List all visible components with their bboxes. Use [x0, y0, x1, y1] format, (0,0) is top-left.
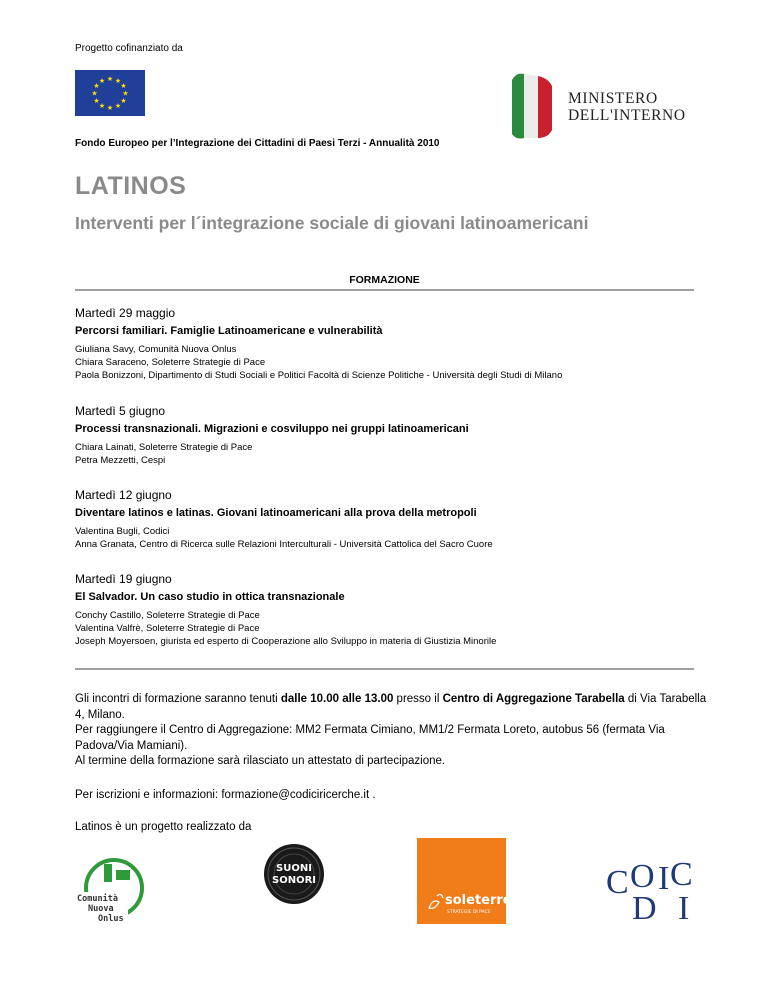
comunita-line1: Comunità: [77, 894, 118, 904]
divider-bottom: [75, 668, 694, 670]
event-date: Martedì 19 giugno: [75, 572, 172, 586]
comunita-nuova-logo: [74, 858, 154, 926]
svg-text:★: ★: [106, 75, 114, 83]
soleterre-emblem-icon: [429, 894, 443, 908]
event-title: Diventare latinos e latinas. Giovani latinoamericani alla prova della metropoli: [75, 507, 477, 519]
suoni-sonori-logo: [263, 843, 325, 905]
event-speaker: Joseph Moyersoen, giurista ed esperto di Cooperazione allo Sviluppo in materia di Giustizia Minorile: [75, 636, 497, 647]
svg-text:★: ★: [106, 104, 114, 112]
page-subtitle: Interventi per l´integrazione sociale di giovani latinoamericani: [75, 213, 589, 233]
event-speaker: Valentina Bugli, Codici: [75, 526, 170, 537]
event-speaker: Paola Bonizzoni, Dipartimento di Studi Sociali e Politici Facoltà di Scienze Politiche - Università degli Studi di Milano: [75, 370, 563, 381]
cofinanced-label: Progetto cofinanziato da: [75, 43, 183, 54]
event-2: [75, 404, 715, 467]
svg-text:★: ★: [122, 89, 129, 98]
event-title: Processi transnazionali. Migrazioni e cosviluppo nei gruppi latinoamericani: [75, 423, 469, 435]
svg-text:★: ★: [98, 77, 106, 85]
ministero-interno-logo: [510, 72, 686, 147]
fund-line: Fondo Europeo per l’Integrazione dei Cittadini di Paesi Terzi - Annualità 2010: [75, 138, 440, 149]
event-4: [75, 572, 715, 648]
info-directions: Per raggiungere il Centro di Aggregazione: MM2 Fermata Cimiano, MM1/2 Fermata Loreto, autobus 56 (fermata Via Padova/Via Mamiani).: [75, 724, 665, 752]
partners-label: Latinos è un progetto realizzato da: [75, 821, 252, 833]
event-1: [75, 306, 715, 382]
suoni-line2: SONORI: [272, 875, 316, 886]
event-speaker: Valentina Valfrè, Soleterre Strategie di Pace: [75, 623, 260, 634]
info-certificate: Al termine della formazione sarà rilasciato un attestato di partecipazione.: [75, 755, 446, 767]
svg-text:D: D: [632, 890, 657, 925]
codici-logo: [600, 855, 698, 925]
svg-text:I: I: [658, 860, 670, 897]
event-date: Martedì 5 giugno: [75, 404, 166, 418]
svg-text:★: ★: [93, 97, 100, 105]
ministero-line1: MINISTERO: [568, 90, 658, 107]
event-title: El Salvador. Un caso studio in ottica transnazionale: [75, 591, 345, 603]
svg-text:C: C: [606, 864, 629, 901]
ministero-line2: DELL'INTERNO: [568, 107, 686, 124]
soleterre-logo: [417, 838, 506, 924]
info-place: Centro di Aggregazione Tarabella: [442, 693, 625, 705]
svg-text:I: I: [678, 890, 690, 925]
event-date: Martedì 12 giugno: [75, 488, 172, 502]
svg-text:C: C: [670, 856, 693, 893]
soleterre-name: soleterre: [445, 893, 506, 908]
info-time: dalle 10.00 alle 13.00: [280, 693, 394, 705]
event-speaker: Conchy Castillo, Soleterre Strategie di Pace: [75, 610, 260, 621]
page-title: LATINOS: [75, 172, 187, 200]
suoni-line1: SUONI: [276, 863, 312, 874]
event-speaker: Anna Granata, Centro di Ricerca sulle Relazioni Interculturali - Università Cattolica del Sacro Cuore: [75, 539, 493, 550]
event-speaker: Giuliana Savy, Comunità Nuova Onlus: [75, 344, 237, 355]
info-location: Gli incontri di formazione saranno tenuti dalle 10.00 alle 13.00 presso il Centro di Aggregazione Tarabella di Via Tarabella 4, Milano.: [75, 693, 707, 721]
svg-text:★: ★: [93, 82, 100, 90]
section-heading: FORMAZIONE: [349, 274, 420, 286]
svg-text:★: ★: [91, 89, 98, 98]
svg-text:★: ★: [114, 77, 122, 85]
info-block: [75, 692, 715, 770]
svg-text:★: ★: [98, 102, 106, 110]
comunita-line3: Onlus: [98, 914, 124, 924]
svg-text:★: ★: [114, 102, 122, 110]
italy-flag-icon: [510, 72, 562, 142]
eu-flag-logo: [75, 70, 145, 116]
event-3: [75, 488, 715, 551]
event-speaker: Chiara Saraceno, Soleterre Strategie di Pace: [75, 357, 266, 368]
contacts-line: Per iscrizioni e informazioni: formazione@codiciricerche.it .: [75, 789, 376, 801]
event-speaker: Chiara Lainati, Soleterre Strategie di Pace: [75, 442, 253, 453]
svg-text:★: ★: [120, 97, 127, 105]
svg-text:O: O: [630, 858, 655, 895]
event-date: Martedì 29 maggio: [75, 306, 176, 320]
divider-top: [75, 289, 694, 291]
event-title: Percorsi familiari. Famiglie Latinoamericane e vulnerabilità: [75, 325, 383, 337]
event-speaker: Petra Mezzetti, Cespi: [75, 455, 166, 466]
soleterre-tagline: STRATEGIE DI PACE: [447, 910, 491, 915]
svg-text:★: ★: [120, 82, 127, 90]
codici-letterforms-icon: [606, 856, 693, 925]
comunita-line2: Nuova: [88, 904, 114, 914]
